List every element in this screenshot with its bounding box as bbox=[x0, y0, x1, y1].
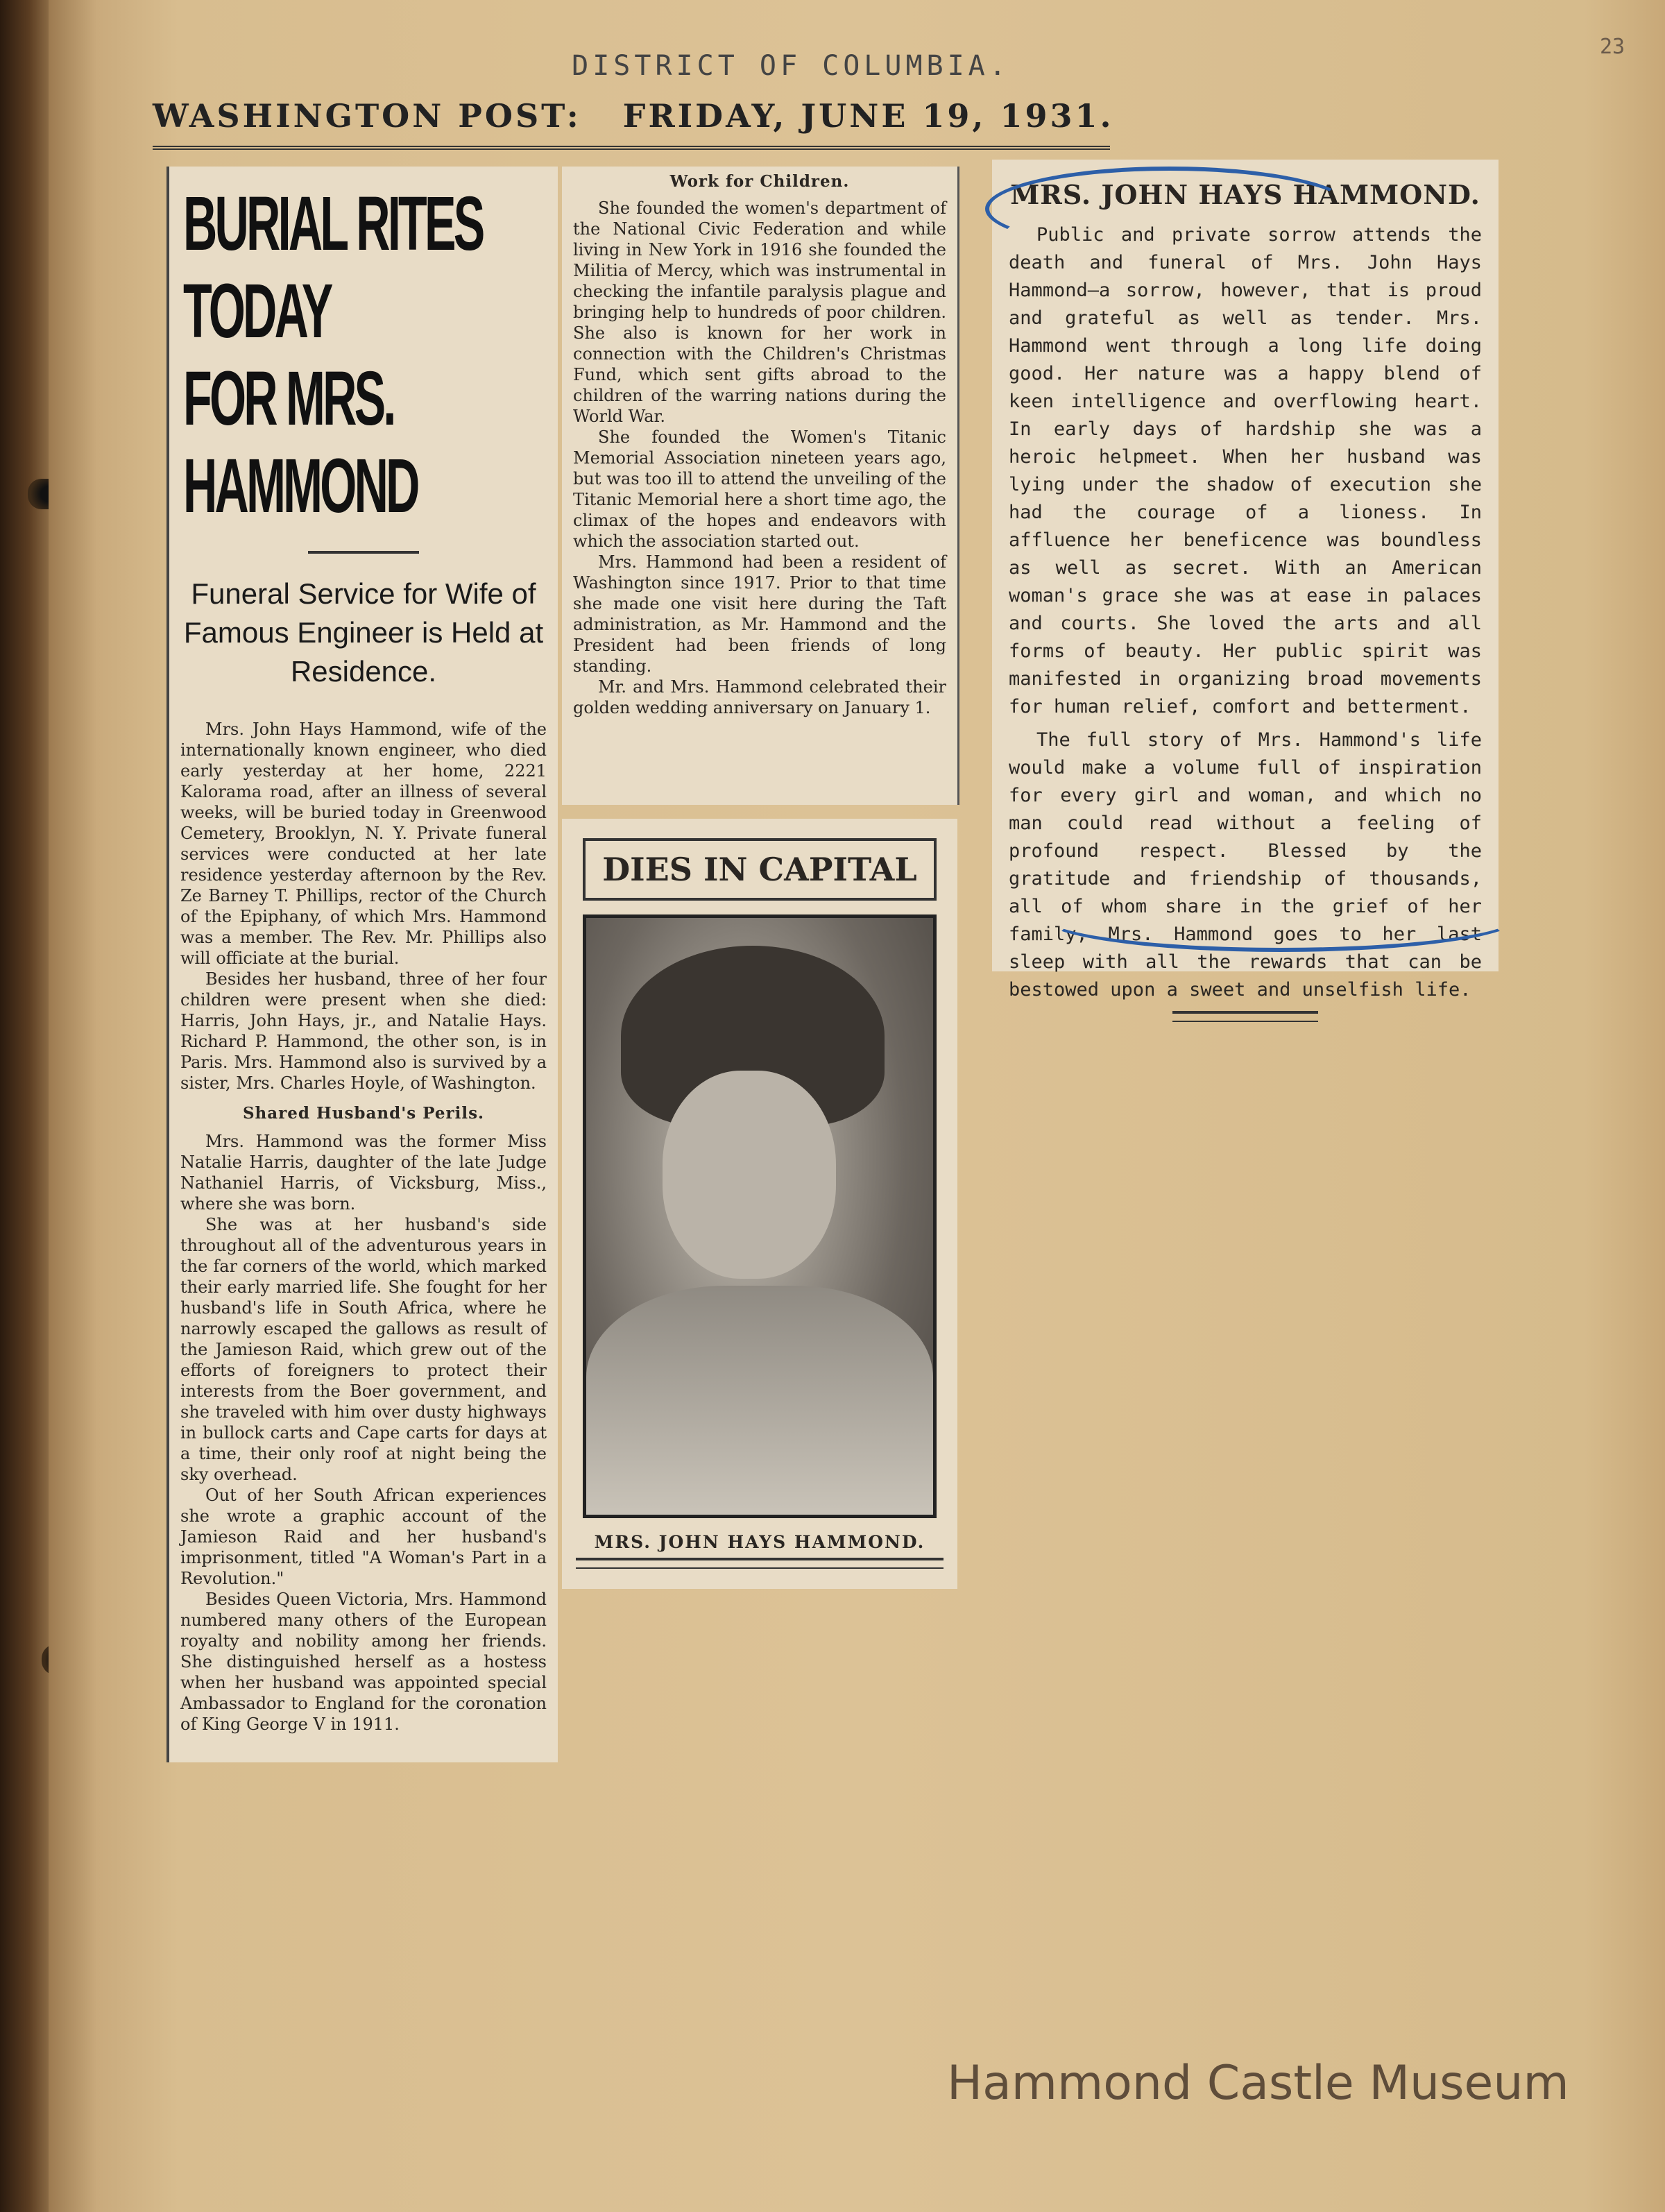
photo-caption: MRS. JOHN HAYS HAMMOND. bbox=[594, 1532, 925, 1552]
paragraph: Mrs. Hammond was the former Miss Natalie Harris, daughter of the late Judge Nathaniel Harris, of Vicksburg, Miss., where she was born. bbox=[180, 1132, 547, 1214]
article-clipping bbox=[166, 167, 558, 1762]
continuation-body bbox=[562, 198, 957, 718]
editorial-clipping bbox=[992, 160, 1498, 1001]
headline bbox=[183, 180, 570, 530]
portrait-coat bbox=[586, 1286, 933, 1515]
paragraph: She founded the women's department of the National Civic Federation and while living in New York in 1916 she founded the Militia of Mercy, which was instrumental in checking the infantile paralysis plague and bringing help to hundreds of poor children. She also is known for her work in connection with the Children's Christmas Fund, which sent gifts abroad to the children of the warring nations during the World War. bbox=[573, 198, 946, 426]
editorial-end-rule bbox=[1172, 1011, 1318, 1022]
section-header: DISTRICT OF COLUMBIA. bbox=[572, 50, 1010, 82]
portrait-photo bbox=[583, 914, 937, 1518]
caption-rule bbox=[576, 1558, 944, 1569]
photo-box-title: DIES IN CAPITAL bbox=[583, 838, 937, 901]
paragraph: Besides her husband, three of her four children were present when she died: Harris, John Hays, jr., and Natalie Hays. Richard P. Hammond, the other son, is in Paris. Mrs. Hammond also is survived by a sister, Mrs. Charles Hoyle, of Washington. bbox=[180, 969, 547, 1093]
portrait-face bbox=[663, 1071, 836, 1279]
paragraph: Out of her South African experiences she wrote a graphic account of the Jamieson Raid and her husband's imprisonment, titled "A Woman's Part in a Revolution." bbox=[180, 1486, 547, 1588]
headline-divider bbox=[308, 551, 419, 554]
paragraph: The full story of Mrs. Hammond's life would make a volume full of inspiration for every girl and woman, and which no man could read without a feeling of profound respect. Blessed by the gratitude and friendship of thousands, all of whom share in the grief of her family, Mrs. Hammond goes to her last sleep with all the rewards that can be bestowed upon a sweet and unselfish life. bbox=[1009, 729, 1482, 1001]
article-body bbox=[169, 719, 558, 1735]
masthead-date: FRIDAY, JUNE 19, 1931. bbox=[622, 97, 1114, 135]
album-spine bbox=[0, 0, 49, 2212]
pen-mark-bottom bbox=[1041, 881, 1521, 952]
paragraph: Mrs. John Hays Hammond, wife of the internationally known engineer, who died early yesterday at her home, 2221 Kalorama road, after an illness of several weeks, will be buried today in Greenwood Cemetery, Brooklyn, N. Y. Private funeral services were conducted at her late residence yesterday afternoon by the Rev. Ze Barney T. Phillips, rector of the Church of the Epiphany, of which Mrs. Hammond was a member. The Rev. Mr. Phillips also will officiate at the burial. bbox=[180, 720, 547, 968]
paragraph: Mr. and Mrs. Hammond celebrated their golden wedding anniversary on January 1. bbox=[573, 677, 946, 717]
headline-line-1: BURIAL RITES TODAY bbox=[183, 181, 483, 354]
masthead-paper: WASHINGTON POST: bbox=[153, 97, 581, 135]
museum-watermark: Hammond Castle Museum bbox=[947, 2056, 1569, 2111]
deck: Funeral Service for Wife of Famous Engineer is Held at Residence. bbox=[183, 577, 544, 688]
subhead: Work for Children. bbox=[669, 172, 850, 191]
paragraph: She was at her husband's side throughout all of the adventurous years in the far corners of the world, which marked their early married life. She fought for her husband's life in South Africa, where he narrowly escaped the gallows as result of the Jamieson Raid, which grew out of the efforts of foreigners to protect their interests from the Boer government, and she traveled with him over dusty highways in bullock carts and Cape carts for days at a time, their only roof at night being the sky overhead. bbox=[180, 1215, 547, 1484]
subhead: Shared Husband's Perils. bbox=[242, 1104, 485, 1123]
editorial-title: MRS. JOHN HAYS HAMMOND. bbox=[1010, 179, 1480, 210]
pen-mark-top bbox=[985, 167, 1354, 251]
paragraph: Besides Queen Victoria, Mrs. Hammond numbered many others of the European royalty and nobility among her friends. She distinguished herself as a hostess when her husband was appointed special Ambassador to England for the coronation of King George V in 1911. bbox=[180, 1590, 547, 1734]
masthead bbox=[153, 97, 1114, 150]
photo-clipping bbox=[562, 819, 957, 1589]
paragraph: Public and private sorrow attends the death and funeral of Mrs. John Hays Hammond—a sorrow, however, that is proud and grateful as well as tender. Mrs. Hammond went through a long life doing good. Her nature was a happy blend of keen intelligence and overflowing heart. In early days of hardship she was a heroic helpmeet. When her husband was lying under the shadow of execution she had the courage of a lioness. In affluence her beneficence was boundless as well as secret. With an American woman's grace she was at ease in palaces and courts. She loved the arts and all forms of beauty. Her public spirit was manifested in organizing broad movements for human relief, comfort and betterment. bbox=[1009, 224, 1482, 717]
headline-line-2: FOR MRS. HAMMOND bbox=[183, 356, 418, 529]
page-number: 23 bbox=[1600, 35, 1625, 59]
article-continuation bbox=[562, 167, 959, 805]
paragraph: Mrs. Hammond had been a resident of Washington since 1917. Prior to that time she made one visit here during the Taft administration, as Mr. Hammond and the President had been friends of long standing. bbox=[573, 552, 946, 676]
paragraph: She founded the Women's Titanic Memorial Association nineteen years ago, but was too ill to attend the unveiling of the Titanic Memorial here a short time ago, the climax of the hopes and endeavors with which the association started out. bbox=[573, 427, 946, 551]
